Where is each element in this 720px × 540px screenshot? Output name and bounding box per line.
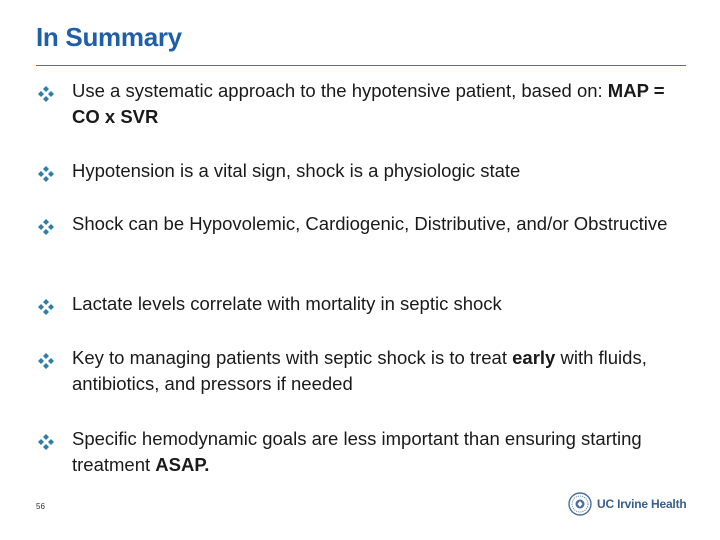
uc-seal-icon: [568, 492, 592, 516]
diamond-bullet-icon: [38, 78, 72, 109]
diamond-bullet-icon: [38, 291, 72, 322]
bullet-item: Lactate levels correlate with mortality in septic shock: [38, 291, 688, 322]
uc-irvine-health-logo: [568, 492, 687, 516]
slide-number: 56: [36, 502, 45, 511]
diamond-bullet-icon: [38, 345, 72, 376]
diamond-bullet-icon: [38, 211, 72, 242]
bullet-item: Use a systematic approach to the hypotensive patient, based on: MAP = CO x SVR: [38, 78, 688, 130]
bullet-item: Hypotension is a vital sign, shock is a physiologic state: [38, 158, 688, 189]
bullet-item: Specific hemodynamic goals are less important than ensuring starting treatment ASAP.: [38, 426, 688, 478]
bullet-item: Key to managing patients with septic shock is to treat early with fluids, antibiotics, and pressors if needed: [38, 345, 688, 397]
diamond-bullet-icon: [38, 426, 72, 457]
bullet-item: Shock can be Hypovolemic, Cardiogenic, Distributive, and/or Obstructive: [38, 211, 688, 242]
slide-title: In Summary: [36, 22, 182, 52]
title-divider: [36, 65, 686, 66]
logo-text: UC Irvine Health: [597, 497, 687, 511]
diamond-bullet-icon: [38, 158, 72, 189]
